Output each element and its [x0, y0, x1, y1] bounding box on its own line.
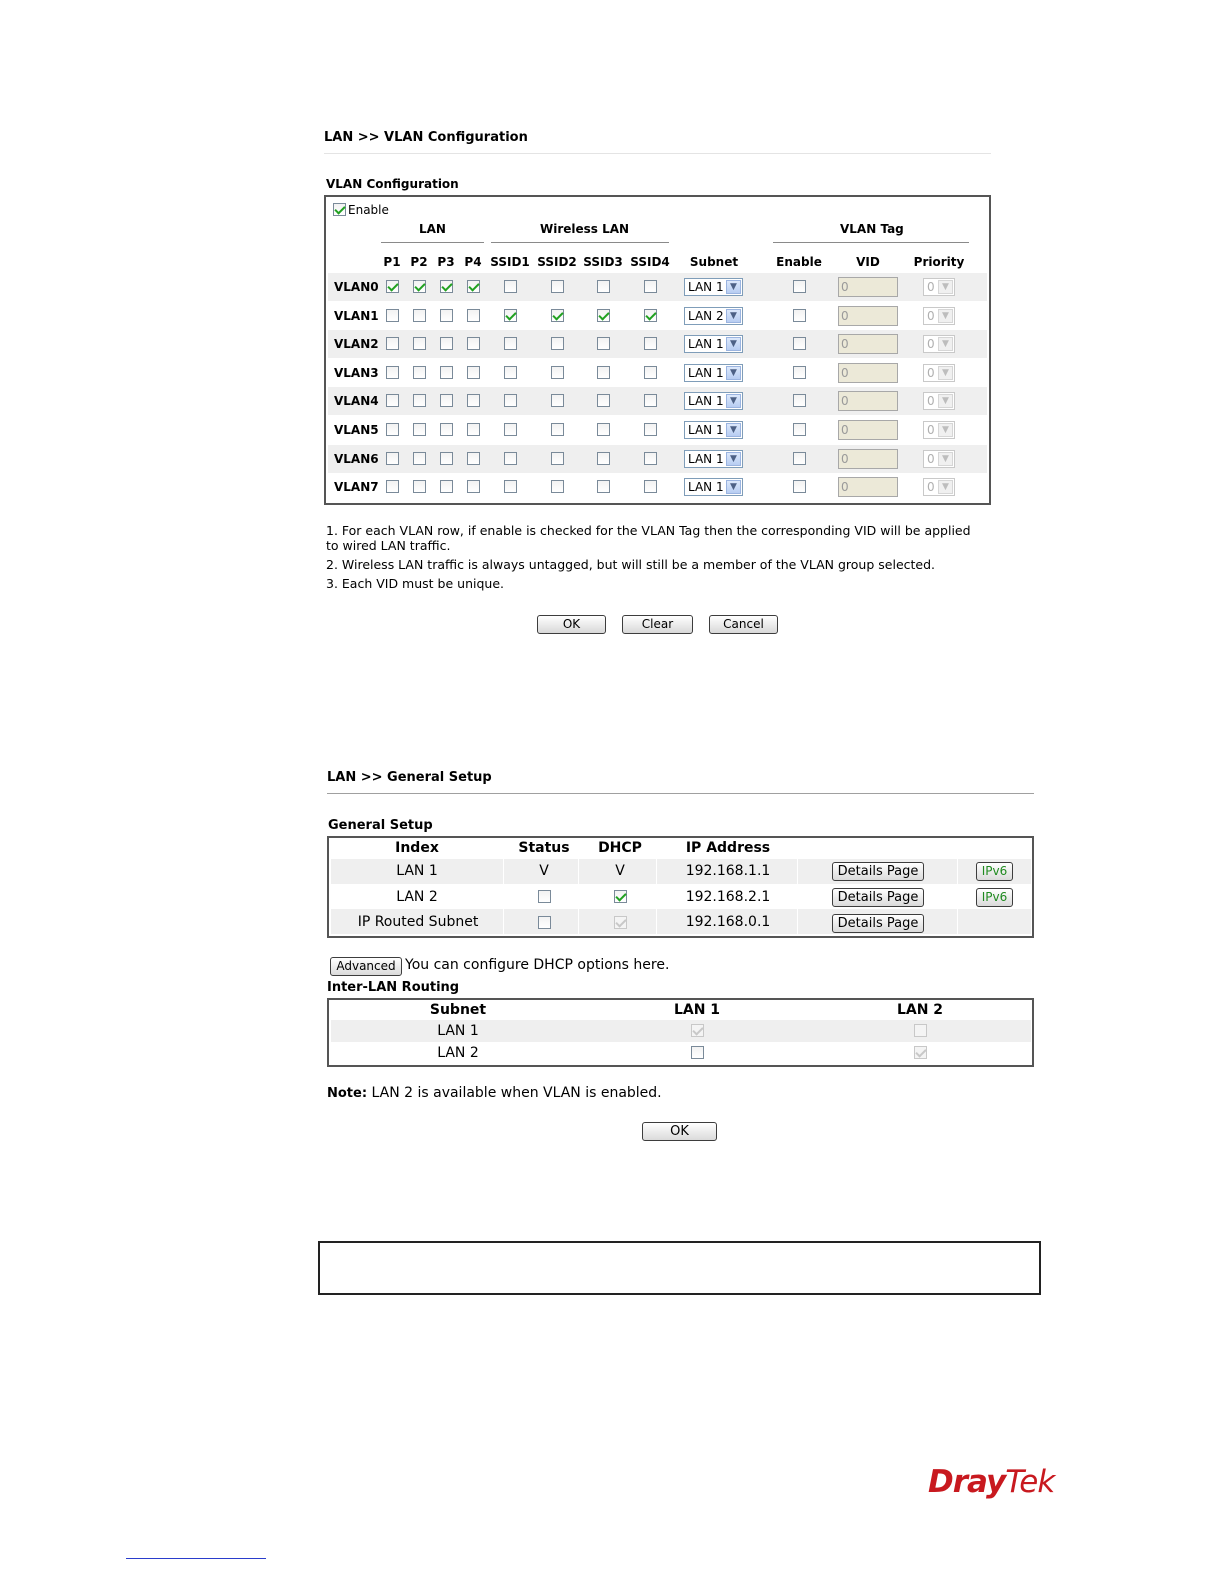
vid-input[interactable]: 0 — [838, 306, 898, 326]
vlan-ssid3-checkbox[interactable] — [597, 423, 610, 436]
ok-button[interactable]: OK — [642, 1122, 717, 1141]
vlan-ssid2-checkbox[interactable] — [551, 337, 564, 350]
subnet-select-value: LAN 1 — [688, 365, 724, 380]
inter-lan-title: Inter-LAN Routing — [327, 980, 460, 995]
chevron-down-icon: ▼ — [938, 394, 953, 408]
subnet-cell: LAN 1 — [437, 1023, 479, 1039]
priority-select-value: 0 — [927, 280, 935, 294]
ok-button[interactable]: OK — [537, 615, 606, 634]
vlan-ssid2-checkbox[interactable] — [551, 394, 564, 407]
group-header-vlan-tag: VLAN Tag — [840, 222, 904, 236]
vlan-p1-checkbox[interactable] — [386, 394, 399, 407]
group-underline — [381, 242, 484, 243]
vlan-ssid2-checkbox[interactable] — [551, 366, 564, 379]
column-header-p3: P3 — [437, 255, 455, 269]
route-lan2-lan2-checkbox — [914, 1046, 927, 1059]
vlan-breadcrumb: LAN >> VLAN Configuration — [324, 130, 528, 145]
details-page-button[interactable]: Details Page — [832, 862, 924, 881]
vlan-p3-checkbox[interactable] — [440, 480, 453, 493]
vlan-label: VLAN5 — [334, 423, 379, 437]
vlan-enable-label: Enable — [348, 203, 389, 217]
column-header-ssid3: SSID3 — [583, 255, 623, 269]
vlan-p3-checkbox[interactable] — [440, 366, 453, 379]
vlan-p4-checkbox[interactable] — [467, 423, 480, 436]
vlan-ssid2-checkbox[interactable] — [551, 423, 564, 436]
column-header-vid: VID — [856, 255, 880, 269]
vlan-ssid1-checkbox[interactable] — [504, 309, 517, 322]
draytek-logo: DrayTek — [928, 1464, 1055, 1500]
column-header-p4: P4 — [464, 255, 482, 269]
subnet-select-value: LAN 2 — [688, 308, 724, 323]
clear-button[interactable]: Clear — [622, 615, 693, 634]
general-breadcrumb: LAN >> General Setup — [327, 770, 492, 785]
cancel-button[interactable]: Cancel — [709, 615, 778, 634]
subnet-select[interactable] — [684, 421, 743, 439]
chevron-down-icon: ▼ — [726, 423, 741, 437]
vlan-ssid4-checkbox[interactable] — [644, 480, 657, 493]
note-line-2: 2. Wireless LAN traffic is always untagged, but will still be a member of the VLAN group selected. — [326, 557, 936, 572]
vlan-p2-checkbox[interactable] — [413, 452, 426, 465]
vlan-p3-checkbox[interactable] — [440, 280, 453, 293]
subnet-select-value: LAN 1 — [688, 423, 724, 437]
vlan-section-title: VLAN Configuration — [326, 177, 459, 191]
header-dhcp: DHCP — [598, 840, 642, 856]
divider — [327, 793, 1034, 794]
vlan-ssid4-checkbox[interactable] — [644, 337, 657, 350]
column-header-ssid4: SSID4 — [630, 255, 670, 269]
column-header-ssid2: SSID2 — [537, 255, 577, 269]
vlan-p2-checkbox[interactable] — [413, 423, 426, 436]
dhcp-cell: V — [615, 863, 625, 879]
note-line-1b: to wired LAN traffic. — [326, 538, 451, 553]
vlan-ssid2-checkbox[interactable] — [551, 480, 564, 493]
footer-link-underline — [126, 1558, 266, 1559]
divider — [324, 153, 991, 154]
route-lan1-lan1-checkbox — [691, 1024, 704, 1037]
note-box — [318, 1241, 1041, 1295]
priority-select-value: 0 — [927, 308, 935, 323]
priority-select-value: 0 — [927, 365, 935, 380]
status-cell: V — [539, 863, 549, 879]
chevron-down-icon: ▼ — [938, 337, 953, 351]
vlan-label: VLAN0 — [334, 280, 379, 294]
vlan-ssid4-checkbox[interactable] — [644, 423, 657, 436]
vlan-p4-checkbox[interactable] — [467, 337, 480, 350]
vlan-p1-checkbox[interactable] — [386, 423, 399, 436]
note-label: Note: — [327, 1086, 368, 1101]
chevron-down-icon: ▼ — [726, 480, 741, 494]
priority-select-value: 0 — [927, 451, 935, 466]
subnet-select[interactable] — [684, 335, 743, 353]
vlan-p1-checkbox[interactable] — [386, 337, 399, 350]
subnet-select-value: LAN 1 — [688, 337, 724, 352]
vlan-p2-checkbox[interactable] — [413, 394, 426, 407]
header-status: Status — [518, 840, 570, 856]
vlan-label: VLAN6 — [334, 451, 379, 466]
index-cell: LAN 2 — [396, 889, 438, 905]
vlan-ssid3-checkbox[interactable] — [597, 480, 610, 493]
vlan-ssid4-checkbox[interactable] — [644, 309, 657, 322]
vlan-ssid3-checkbox[interactable] — [597, 337, 610, 350]
vlan-label: VLAN1 — [334, 308, 379, 323]
general-section-title: General Setup — [328, 818, 433, 833]
subnet-select-value: LAN 1 — [688, 480, 724, 495]
header-subnet: Subnet — [429, 1002, 487, 1018]
note-line-1: 1. For each VLAN row, if enable is checked for the VLAN Tag then the corresponding VID will be applied — [326, 523, 971, 538]
vlan-p3-checkbox[interactable] — [440, 423, 453, 436]
vlan-p2-checkbox[interactable] — [413, 366, 426, 379]
group-underline — [491, 242, 669, 243]
vlan-tag-enable-checkbox[interactable] — [793, 337, 806, 350]
status-checkbox[interactable] — [538, 916, 551, 929]
header-lan2: LAN 2 — [896, 1002, 944, 1018]
vlan-tag-enable-checkbox[interactable] — [793, 452, 806, 465]
vlan-ssid2-checkbox[interactable] — [551, 452, 564, 465]
vlan-label: VLAN4 — [334, 394, 379, 409]
vlan-tag-enable-checkbox[interactable] — [793, 394, 806, 407]
vlan-ssid3-checkbox[interactable] — [597, 280, 610, 293]
subnet-select-value: LAN 1 — [688, 394, 724, 409]
priority-select[interactable] — [923, 478, 955, 496]
vlan-tag-enable-checkbox[interactable] — [793, 480, 806, 493]
vlan-p1-checkbox[interactable] — [386, 309, 399, 322]
vlan-tag-enable-checkbox[interactable] — [793, 309, 806, 322]
column-header-priority: Priority — [913, 255, 965, 269]
group-header-lan: LAN — [419, 222, 446, 236]
priority-select[interactable] — [923, 307, 955, 325]
vlan-tag-enable-checkbox[interactable] — [793, 366, 806, 379]
vlan-ssid2-checkbox[interactable] — [551, 280, 564, 293]
chevron-down-icon: ▼ — [938, 480, 953, 494]
vid-input[interactable]: 0 — [838, 477, 898, 497]
vlan-ssid1-checkbox[interactable] — [504, 480, 517, 493]
vlan-ssid1-checkbox[interactable] — [504, 366, 517, 379]
chevron-down-icon: ▼ — [938, 280, 953, 294]
chevron-down-icon: ▼ — [726, 309, 741, 323]
column-header-ssid1: SSID1 — [490, 255, 530, 269]
priority-select-value: 0 — [927, 423, 935, 437]
ip-address-cell: 192.168.1.1 — [685, 863, 771, 879]
priority-select[interactable] — [923, 421, 955, 439]
route-lan2-lan1-checkbox[interactable] — [691, 1046, 704, 1059]
vlan-ssid4-checkbox[interactable] — [644, 452, 657, 465]
subnet-select[interactable] — [684, 364, 743, 382]
priority-select[interactable] — [923, 364, 955, 382]
chevron-down-icon: ▼ — [726, 337, 741, 351]
ipv6-button[interactable]: IPv6 — [976, 888, 1013, 907]
subnet-select-value: LAN 1 — [688, 451, 724, 466]
ip-address-cell: 192.168.0.1 — [685, 914, 771, 930]
subnet-select[interactable] — [684, 392, 743, 410]
vlan-ssid1-checkbox[interactable] — [504, 337, 517, 350]
subnet-select[interactable] — [684, 478, 743, 496]
vlan-p1-checkbox[interactable] — [386, 452, 399, 465]
vlan-ssid4-checkbox[interactable] — [644, 394, 657, 407]
dhcp-checkbox[interactable] — [614, 890, 627, 903]
header-index: Index — [395, 840, 439, 856]
index-cell: LAN 1 — [396, 863, 438, 879]
vlan-p3-checkbox[interactable] — [440, 337, 453, 350]
vlan-ssid4-checkbox[interactable] — [644, 366, 657, 379]
vlan-p1-checkbox[interactable] — [386, 280, 399, 293]
vlan-ssid2-checkbox[interactable] — [551, 309, 564, 322]
vlan-ssid3-checkbox[interactable] — [597, 366, 610, 379]
vlan-tag-enable-checkbox[interactable] — [793, 423, 806, 436]
vlan-p2-checkbox[interactable] — [413, 480, 426, 493]
vid-input[interactable]: 0 — [838, 420, 898, 440]
vlan-p4-checkbox[interactable] — [467, 366, 480, 379]
vlan-ssid1-checkbox[interactable] — [504, 394, 517, 407]
chevron-down-icon: ▼ — [726, 366, 741, 380]
vlan-ssid3-checkbox[interactable] — [597, 309, 610, 322]
vlan-ssid1-checkbox[interactable] — [504, 423, 517, 436]
vlan-p4-checkbox[interactable] — [467, 480, 480, 493]
column-header-p2: P2 — [410, 255, 428, 269]
chevron-down-icon: ▼ — [938, 452, 953, 466]
subnet-select-value: LAN 1 — [688, 280, 724, 294]
ip-address-cell: 192.168.2.1 — [685, 889, 771, 905]
vlan-p1-checkbox[interactable] — [386, 366, 399, 379]
chevron-down-icon: ▼ — [938, 309, 953, 323]
dhcp-checkbox-disabled — [614, 916, 627, 929]
header-ip-address: IP Address — [685, 840, 771, 856]
advanced-button[interactable]: Advanced — [330, 957, 402, 976]
vlan-label: VLAN7 — [334, 480, 379, 495]
vlan-label: VLAN3 — [334, 365, 379, 380]
vlan-ssid4-checkbox[interactable] — [644, 280, 657, 293]
chevron-down-icon: ▼ — [938, 366, 953, 380]
chevron-down-icon: ▼ — [726, 280, 741, 294]
priority-select[interactable] — [923, 278, 955, 296]
column-header-subnet: Subnet — [689, 255, 739, 269]
vlan-ssid1-checkbox[interactable] — [504, 280, 517, 293]
subnet-select[interactable] — [684, 278, 743, 296]
vlan-p1-checkbox[interactable] — [386, 480, 399, 493]
vlan-p2-checkbox[interactable] — [413, 337, 426, 350]
note-text: LAN 2 is available when VLAN is enabled. — [367, 1085, 662, 1101]
vlan-tag-enable-checkbox[interactable] — [793, 280, 806, 293]
details-page-button[interactable]: Details Page — [832, 888, 924, 907]
vlan-label: VLAN2 — [334, 337, 379, 352]
subnet-cell: LAN 2 — [437, 1045, 479, 1061]
group-header-wireless: Wireless LAN — [540, 222, 630, 236]
vid-input[interactable]: 0 — [838, 363, 898, 383]
chevron-down-icon: ▼ — [938, 423, 953, 437]
vlan-p4-checkbox[interactable] — [467, 280, 480, 293]
priority-select[interactable] — [923, 450, 955, 468]
priority-select[interactable] — [923, 335, 955, 353]
priority-select-value: 0 — [927, 337, 935, 352]
vlan-ssid1-checkbox[interactable] — [504, 452, 517, 465]
column-header-p1: P1 — [383, 255, 401, 269]
index-cell: IP Routed Subnet — [357, 914, 479, 930]
ipv6-button[interactable]: IPv6 — [976, 862, 1013, 881]
group-underline — [773, 242, 969, 243]
vlan-ssid3-checkbox[interactable] — [597, 394, 610, 407]
vid-input[interactable]: 0 — [838, 277, 898, 297]
vlan-p4-checkbox[interactable] — [467, 394, 480, 407]
details-page-button[interactable]: Details Page — [832, 914, 924, 933]
vlan-p3-checkbox[interactable] — [440, 309, 453, 322]
advanced-description: You can configure DHCP options here. — [405, 957, 670, 973]
chevron-down-icon: ▼ — [726, 452, 741, 466]
subnet-select[interactable] — [684, 307, 743, 325]
vlan-p4-checkbox[interactable] — [467, 309, 480, 322]
column-header-enable: Enable — [776, 255, 822, 269]
header-lan1: LAN 1 — [673, 1002, 721, 1018]
vlan-p4-checkbox[interactable] — [467, 452, 480, 465]
priority-select-value: 0 — [927, 480, 935, 495]
subnet-select[interactable] — [684, 450, 743, 468]
vlan-p2-checkbox[interactable] — [413, 280, 426, 293]
vlan-p3-checkbox[interactable] — [440, 452, 453, 465]
chevron-down-icon: ▼ — [726, 394, 741, 408]
status-checkbox[interactable] — [538, 890, 551, 903]
note-line-3: 3. Each VID must be unique. — [326, 576, 504, 591]
vid-input[interactable]: 0 — [838, 334, 898, 354]
vlan-enable-checkbox[interactable] — [333, 203, 346, 216]
priority-select[interactable] — [923, 392, 955, 410]
vlan-ssid3-checkbox[interactable] — [597, 452, 610, 465]
priority-select-value: 0 — [927, 394, 935, 409]
vid-input[interactable]: 0 — [838, 391, 898, 411]
vlan-p2-checkbox[interactable] — [413, 309, 426, 322]
vlan-p3-checkbox[interactable] — [440, 394, 453, 407]
route-lan1-lan2-checkbox — [914, 1024, 927, 1037]
vid-input[interactable]: 0 — [838, 449, 898, 469]
general-note — [327, 1085, 662, 1101]
